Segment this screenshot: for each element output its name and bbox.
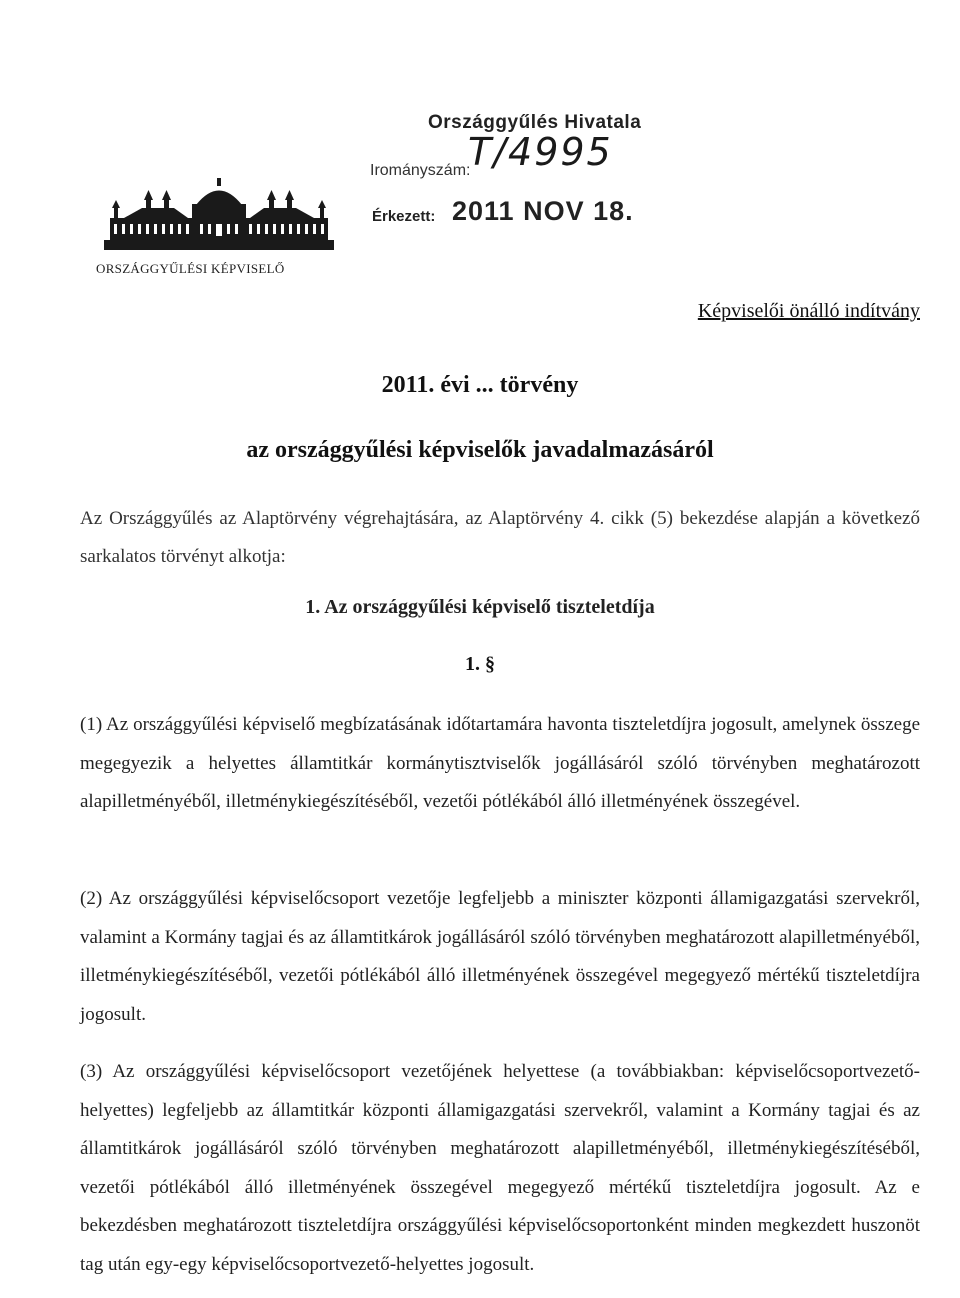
preamble: Az Országgyűlés az Alaptörvény végrehajtására, az Alaptörvény 4. cikk (5) bekezdése alapján a következő sarkalatos törvényt alkotja: [80, 508, 920, 567]
office-title: ORSZÁGGYŰLÉSI KÉPVISELŐ [96, 261, 285, 276]
paragraph: (1) Az országgyűlési képviselő megbízatásának időtartamára havonta tiszteletdíjra jogosult, amelynek összege megegyezik a helyettes államtitkár kormánytisztviselők jogállásáról szóló törvényben meghatározott alapilletményéből, illetménykiegészítéséből, vezetői pótlékából álló illetményének összegével. [80, 714, 920, 812]
parliament-building-icon [104, 178, 334, 250]
paragraph: (3) Az országgyűlési képviselőcsoport vezetőjének helyettese (a továbbiakban: képviselőcsoportvezető-helyettes) legfeljebb az államtitkár központi államigazgatási szervekről, valamint a Kormány tagjai és az államtitkárok jogállásáról szóló törvényben meghatározott alapilletményéből, illetménykiegészítéséből, vezetői pótlékából álló illetményének összegével megegyező mértékű tiszteletdíjra jogosult. Az e bekezdésben meghatározott tiszteletdíjra országgyűlési képviselőcsoportonként minden megkezdett huszonöt tag után egy-egy képviselőcsoportvezető-helyettes jogosult. [80, 1061, 920, 1275]
section-heading: 1. § [465, 653, 495, 675]
stamp-received-label: Érkezett: [372, 208, 436, 225]
paragraph: (2) Az országgyűlési képviselőcsoport vezetője legfeljebb a miniszter központi államigazgatási szervekről, valamint a Kormány tagjai és az államtitkárok jogállásáról szóló törvényben meghatározott alapilletményéből, illetménykiegészítéséből, vezetői pótlékából álló illetményének összegével megegyező mértékű tiszteletdíjra jogosult. [80, 888, 920, 1025]
chapter-heading: 1. Az országgyűlési képviselő tiszteletdíja [305, 596, 655, 618]
stamp-registration-number: T/4995 [468, 130, 613, 174]
law-title: 2011. évi ... törvény [381, 372, 579, 398]
stamp-office-name: Országgyűlés Hivatala [428, 112, 642, 133]
law-subtitle: az országgyűlési képviselők javadalmazásáról [246, 437, 714, 463]
document-type: Képviselői önálló indítvány [697, 300, 920, 322]
stamp-registration-label: Irományszám: [370, 162, 471, 179]
stamp-received-date: 2011 NOV 18. [452, 196, 634, 226]
